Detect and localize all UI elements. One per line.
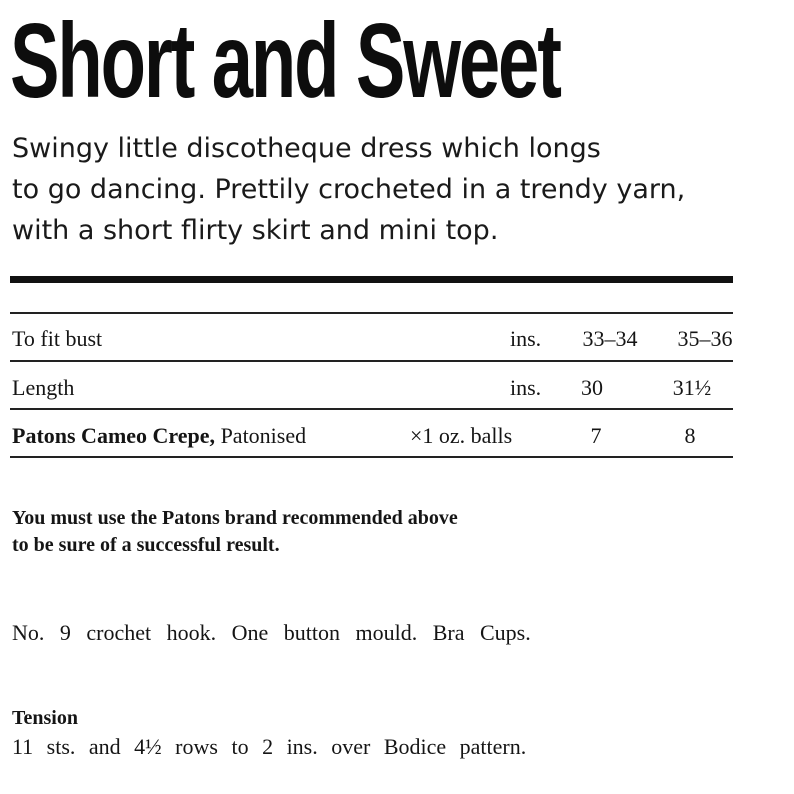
row-unit: ins. <box>510 326 542 351</box>
size-value: 35–36 <box>677 326 733 351</box>
row-label-text: To fit bust <box>12 326 103 351</box>
table-rule <box>10 456 733 458</box>
row-unit: ×1 oz. balls <box>410 423 513 448</box>
row-unit: ins. <box>510 375 542 400</box>
table-rule <box>10 312 733 314</box>
table-rule <box>10 408 733 410</box>
intro-paragraph <box>12 128 792 251</box>
size-value: 31½ <box>672 375 712 400</box>
size-value: 8 <box>684 423 696 448</box>
size-value: 7 <box>590 423 602 448</box>
size-value: 30 <box>581 375 603 400</box>
row-label-text: Length <box>12 375 75 400</box>
intro-line: to go dancing. Prettily crocheted in a trendy yarn, <box>12 174 686 205</box>
materials-line: No. 9 crochet hook. One button mould. Bra Cups. <box>12 620 531 645</box>
row-label-text: Patonised <box>215 423 307 448</box>
row-label <box>12 423 306 449</box>
tension-heading: Tension <box>12 707 78 729</box>
brand-note-line: to be sure of a successful result. <box>12 534 280 556</box>
size-value: 33–34 <box>582 326 638 351</box>
tension-text: 11 sts. and 4½ rows to 2 ins. over Bodice pattern. <box>12 734 527 759</box>
row-label <box>12 375 74 401</box>
intro-line: with a short flirty skirt and mini top. <box>12 215 499 246</box>
table-rule <box>10 360 733 362</box>
row-label <box>12 326 102 352</box>
row-label-bold: Patons Cameo Crepe, <box>12 423 216 448</box>
brand-note <box>12 505 458 559</box>
pattern-title: Short and Sweet <box>10 2 560 120</box>
intro-line: Swingy little discotheque dress which longs <box>12 133 601 164</box>
thick-divider <box>10 276 733 283</box>
brand-note-line: You must use the Patons brand recommended above <box>12 507 458 529</box>
